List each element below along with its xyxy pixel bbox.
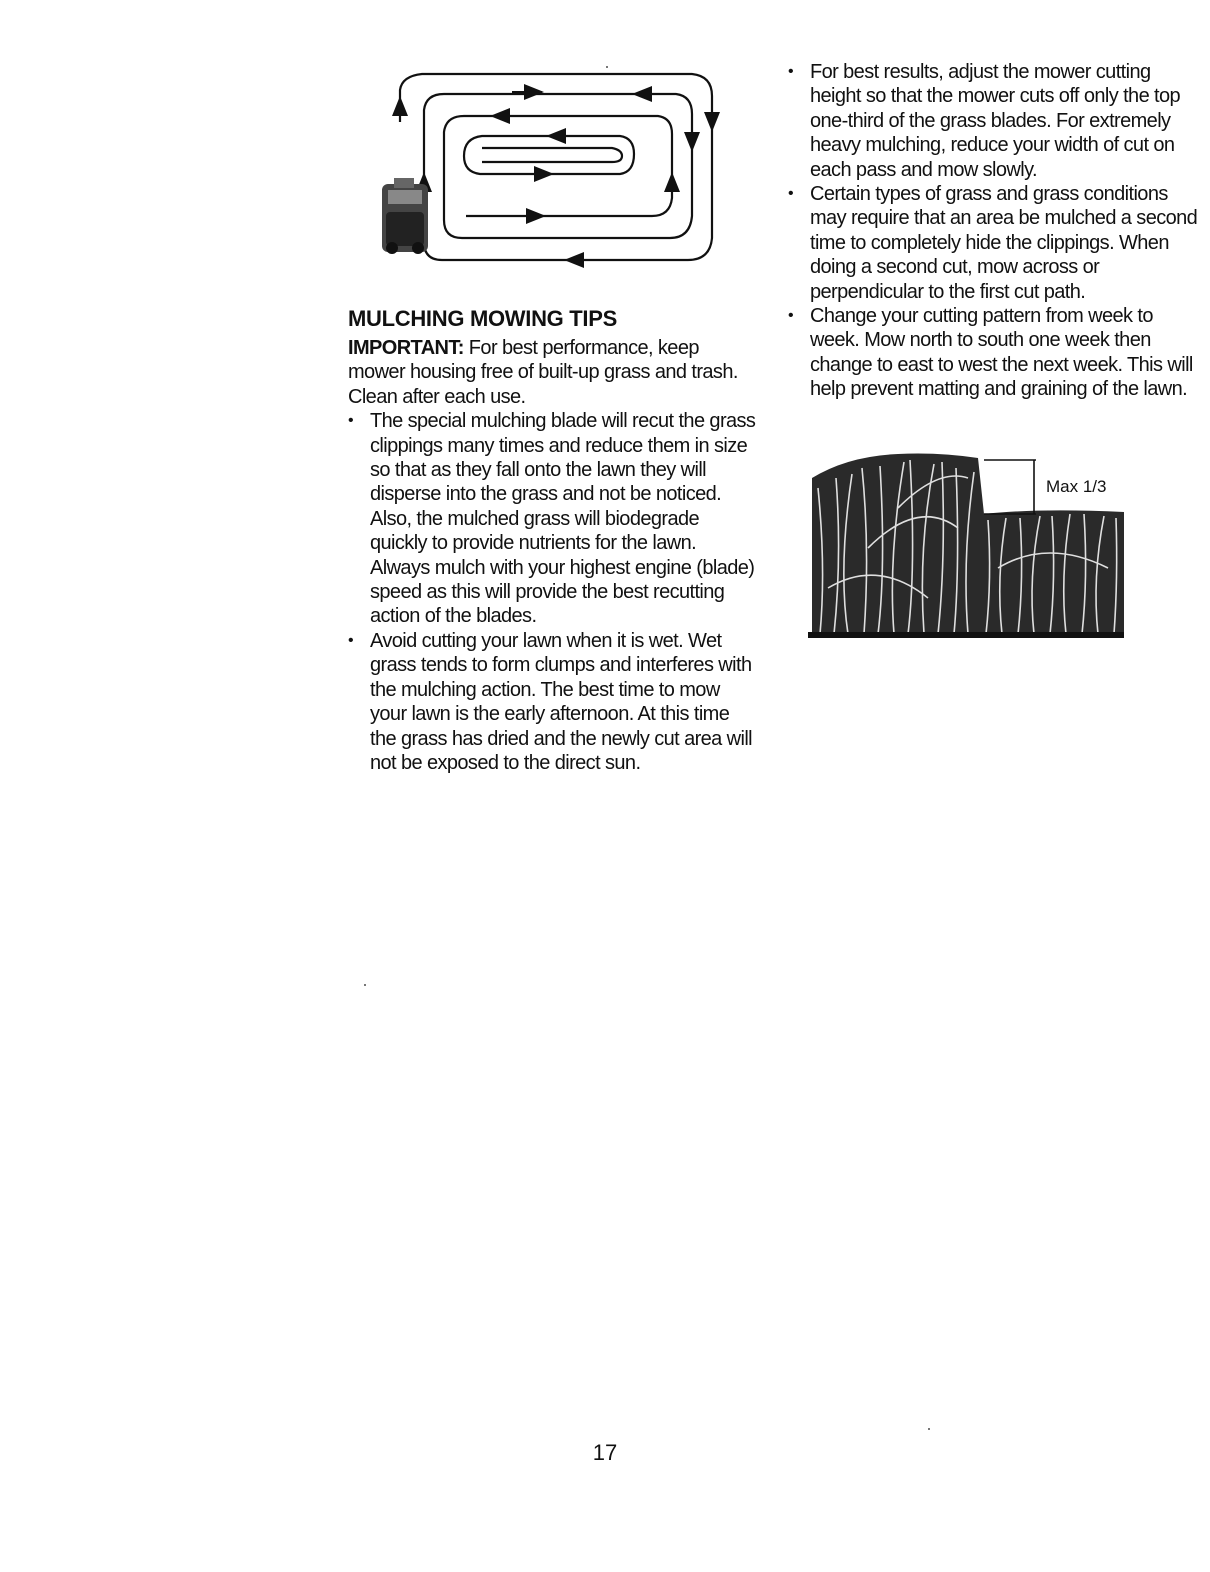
left-column: [348, 306, 758, 775]
height-indicator: [984, 460, 1036, 514]
list-item: [786, 60, 1198, 182]
pattern-loop-2: [424, 94, 692, 238]
mower-icon: [382, 178, 428, 254]
list-item: [786, 304, 1198, 402]
mowing-pattern-diagram: [372, 62, 724, 272]
list-item: [346, 409, 758, 629]
left-bullet-list: [348, 409, 758, 775]
bullet-glyph: •: [788, 63, 794, 80]
important-label: IMPORTANT:: [348, 337, 464, 359]
bullet-text: For best results, adjust the mower cutting height so that the mower cuts off only the top one-third of the grass blades. For extremely heavy mulching, reduce your width of cut on each pass and mow slowly.: [810, 61, 1181, 181]
bullet-glyph: •: [788, 307, 794, 325]
scan-speck: [928, 1428, 930, 1430]
scan-speck: [364, 984, 366, 986]
page-number: 17: [592, 1440, 618, 1465]
pattern-loop-inner: [464, 136, 634, 174]
right-column: [786, 60, 1198, 402]
bullet-text: Change your cutting pattern from week to week. Mow north to south one week then change to east to west the next week. This will help prevent matting and graining of the lawn.: [810, 305, 1193, 401]
right-bullet-list: [786, 60, 1198, 402]
bullet-glyph: •: [348, 412, 354, 430]
list-item: [786, 182, 1198, 304]
bullet-text: Avoid cutting your lawn when it is wet. Wet grass tends to form clumps and interferes with the mulching action. The best time to mow your lawn is the early afternoon. At this time the grass has dried and the newly cut area will not be exposed to the direct sun.: [370, 629, 753, 774]
important-note: [348, 336, 758, 409]
list-item: [346, 629, 758, 775]
important-text: For best performance, keep mower housing free of built-up grass and trash. Clean after each use.: [348, 337, 738, 408]
max-height-label: Max 1/3: [1046, 477, 1107, 496]
grass-height-figure: [808, 448, 1124, 640]
section-heading: MULCHING MOWING TIPS: [348, 306, 617, 331]
bullet-text: Certain types of grass and grass conditions may require that an area be mulched a second time to completely hide the clippings. When doing a second cut, mow across or perpendicular to the first cut path.: [810, 183, 1198, 303]
bullet-glyph: •: [788, 185, 794, 203]
bullet-glyph: •: [348, 631, 354, 649]
scan-speck: [606, 66, 608, 68]
bullet-text: The special mulching blade will recut the grass clippings many times and reduce them in size so that as they fall onto the lawn they will disperse into the grass and not be noticed. Also, the mulched grass will biodegrade quickly to provide nutrients for the lawn. Always mulch with your highest engine (blade) speed as this will provide the best recutting action of the blades.: [370, 410, 756, 628]
